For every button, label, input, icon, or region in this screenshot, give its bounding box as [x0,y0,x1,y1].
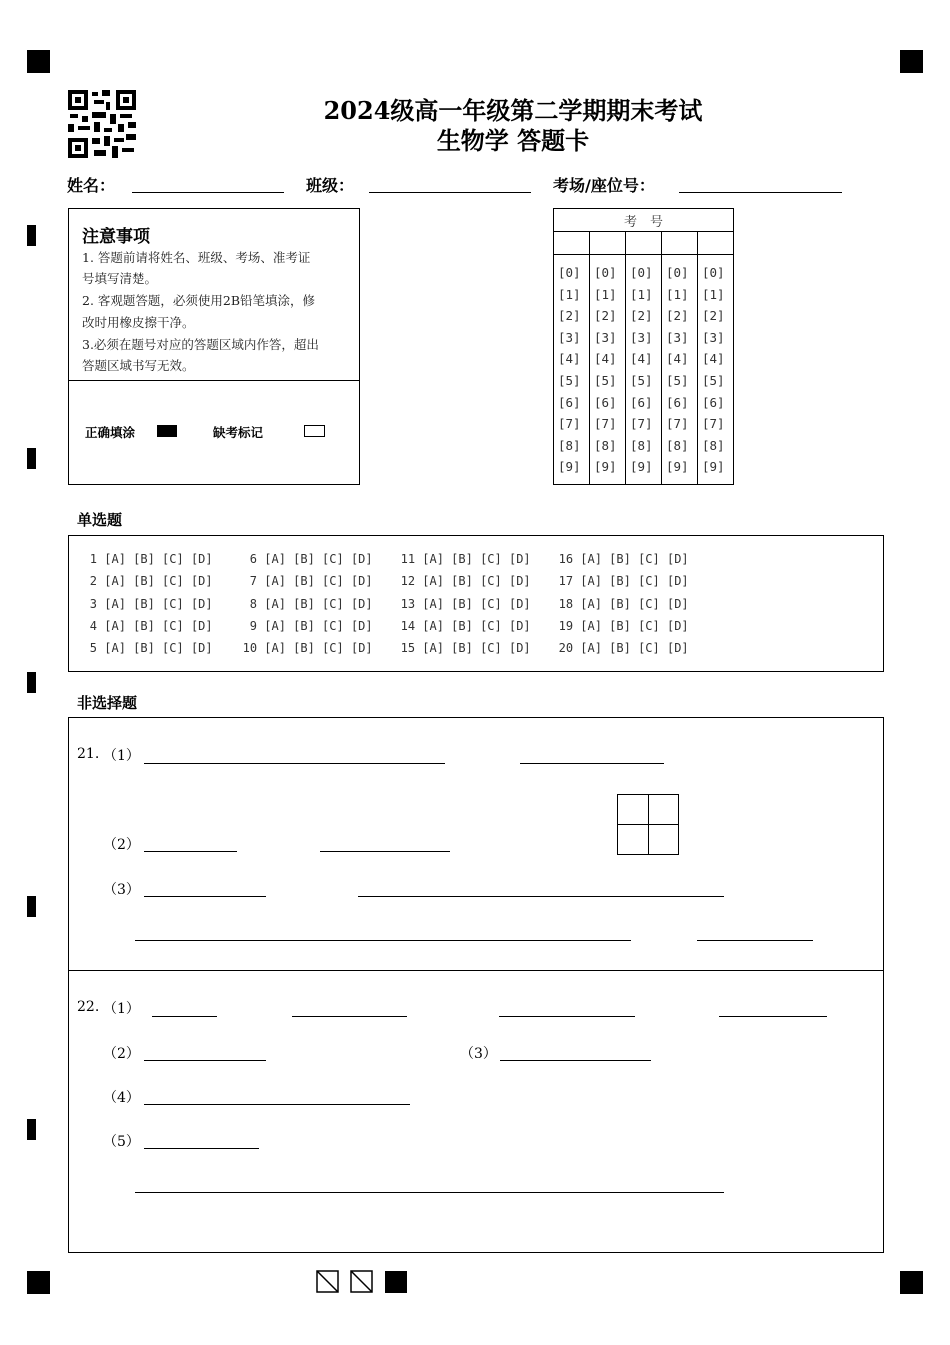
choice-question[interactable]: 8 [A] [B] [C] [D] [249,596,373,611]
choice-question[interactable]: 15 [A] [B] [C] [D] [400,641,531,656]
exam-digit-bubble[interactable]: [9] [594,459,617,475]
side-mark [27,896,36,917]
q21-p3-answer-b[interactable] [358,896,724,897]
q22-p1-answer-a[interactable] [152,1016,217,1017]
bottom-page-marks [316,1270,410,1294]
choice-question[interactable]: 16 [A] [B] [C] [D] [558,552,689,566]
exam-digit-bubble[interactable]: [1] [594,286,617,302]
grid-line [661,231,662,484]
q21-part3-label: （3） [103,882,140,898]
exam-digit-bubble[interactable]: [5] [558,373,581,388]
q21-p3-answer-a[interactable] [144,896,266,897]
exam-digit-bubble[interactable]: [4] [630,351,653,367]
grid-line [553,231,733,232]
q22-p2-answer[interactable] [144,1060,266,1061]
class-field[interactable] [369,192,531,193]
q21-p1-answer-b[interactable] [520,763,664,764]
choice-question[interactable]: 20 [A] [B] [C] [D] [558,641,689,656]
choice-question[interactable]: 19 [A] [B] [C] [D] [558,618,689,633]
exam-digit-bubble[interactable]: [8] [594,437,617,453]
notice-line: 改时用橡皮擦干净。 [82,315,195,330]
notice-line: 3.必须在题号对应的答题区域内作答，超出 [82,337,319,352]
exam-digit-bubble[interactable]: [0] [630,265,653,280]
non-choice-section-label: 非选择题 [77,694,138,712]
q21-number: 21. [77,746,100,762]
question-divider [68,970,883,971]
page-title: 2024级高一年级第二学期期末考试 [323,96,703,125]
choice-question[interactable]: 7 [A] [B] [C] [D] [249,574,373,589]
choice-question[interactable]: 14 [A] [B] [C] [D] [400,618,531,633]
q21-part2-label: （2） [103,837,140,853]
choice-question[interactable]: 18 [A] [B] [C] [D] [558,596,689,611]
q22-part2-label: （2） [103,1046,140,1062]
q21-p1-answer-a[interactable] [144,763,445,764]
exam-digit-bubble[interactable]: [3] [558,329,581,345]
corner-mark-bottom-right [900,1271,923,1294]
absent-mark-label: 缺考标记 [213,425,264,440]
exam-number-header: 考 号 [623,215,663,230]
q22-p1-answer-c[interactable] [499,1016,635,1017]
non-choice-box [68,717,884,1253]
notice-divider [68,380,359,381]
q22-part3-label: （3） [460,1046,497,1062]
exam-digit-bubble[interactable]: [1] [666,286,689,302]
choice-question[interactable]: 12 [A] [B] [C] [D] [400,574,531,589]
exam-digit-bubble[interactable]: [4] [702,351,725,367]
choice-question[interactable]: 1 [A] [B] [C] [D] [89,552,213,566]
exam-digit-bubble[interactable]: [3] [702,329,725,345]
correct-fill-label: 正确填涂 [85,425,136,440]
q22-part5-label: （5） [103,1134,140,1150]
notice-line: 1. 答题前请将姓名、班级、考场、准考证 [82,250,311,265]
q22-part4-label: （4） [103,1090,140,1106]
seat-label: 考场/座位号： [553,176,655,195]
exam-digit-bubble[interactable]: [9] [630,459,653,475]
exam-digit-bubble[interactable]: [3] [630,329,653,345]
punnett-divider [617,824,679,825]
q22-number: 22. [77,999,100,1015]
correct-fill-sample [157,425,177,437]
exam-digit-bubble[interactable]: [2] [666,308,689,324]
corner-mark-top-left [27,50,50,73]
q21-p2-answer-a[interactable] [144,851,237,852]
exam-digit-bubble[interactable]: [8] [666,437,689,453]
exam-digit-bubble[interactable]: [9] [702,459,725,475]
exam-digit-bubble[interactable]: [5] [594,373,617,388]
exam-digit-bubble[interactable]: [4] [558,351,581,367]
exam-digit-bubble[interactable]: [7] [594,416,617,432]
notice-title: 注意事项 [82,227,150,247]
q22-p3-answer[interactable] [500,1060,651,1061]
side-mark [27,1119,36,1140]
exam-digit-bubble[interactable]: [2] [594,308,617,324]
seat-field[interactable] [679,192,842,193]
exam-digit-bubble[interactable]: [1] [630,286,653,302]
q21-p3-answer-d[interactable] [697,940,813,941]
exam-digit-bubble[interactable]: [0] [594,265,617,280]
exam-digit-bubble[interactable]: [6] [630,394,653,410]
exam-digit-bubble[interactable]: [2] [630,308,653,324]
q22-part1-label: （1） [103,1001,140,1017]
name-label: 姓名： [67,176,116,195]
q22-p5-answer-a[interactable] [144,1148,259,1149]
class-label: 班级： [306,176,355,195]
exam-digit-bubble[interactable]: [1] [558,286,581,302]
exam-digit-bubble[interactable]: [8] [702,437,725,453]
exam-digit-bubble[interactable]: [2] [558,308,581,324]
side-mark [27,672,36,693]
grid-line [625,231,626,484]
exam-digit-bubble[interactable]: [9] [666,459,689,475]
name-field[interactable] [132,192,284,193]
absent-mark-box[interactable] [304,425,325,437]
exam-digit-bubble[interactable]: [8] [630,437,653,453]
notice-line: 2. 客观题答题，必须使用2B铅笔填涂，修 [82,293,316,308]
exam-digit-bubble[interactable]: [2] [702,308,725,324]
q22-p1-answer-d[interactable] [719,1016,827,1017]
q21-p3-answer-c[interactable] [135,940,631,941]
choice-question[interactable]: 17 [A] [B] [C] [D] [558,574,689,589]
exam-digit-bubble[interactable]: [5] [666,373,689,388]
choice-question[interactable]: 13 [A] [B] [C] [D] [400,596,531,611]
exam-digit-bubble[interactable]: [4] [594,351,617,367]
exam-digit-bubble[interactable]: [0] [702,265,725,280]
exam-digit-bubble[interactable]: [6] [666,394,689,410]
exam-digit-bubble[interactable]: [5] [630,373,653,388]
choice-question[interactable]: 5 [A] [B] [C] [D] [89,641,213,656]
q21-p2-answer-b[interactable] [320,851,450,852]
exam-digit-bubble[interactable]: [7] [630,416,653,432]
exam-digit-bubble[interactable]: [5] [702,373,725,388]
choice-question[interactable]: 4 [A] [B] [C] [D] [89,618,213,633]
grid-line [697,231,698,484]
exam-digit-bubble[interactable]: [7] [558,416,581,432]
exam-digit-bubble[interactable]: [7] [666,416,689,432]
choice-question[interactable]: 6 [A] [B] [C] [D] [249,552,373,566]
choice-question[interactable]: 11 [A] [B] [C] [D] [400,552,531,566]
exam-digit-bubble[interactable]: [3] [594,329,617,345]
corner-mark-bottom-left [27,1271,50,1294]
exam-digit-bubble[interactable]: [9] [558,459,581,475]
choice-question[interactable]: 9 [A] [B] [C] [D] [249,618,373,633]
exam-digit-bubble[interactable]: [4] [666,351,689,367]
q22-p4-answer[interactable] [144,1104,410,1105]
grid-line [553,254,733,255]
choice-question[interactable]: 2 [A] [B] [C] [D] [89,574,213,589]
exam-digit-bubble[interactable]: [1] [702,286,725,302]
single-choice-section-label: 单选题 [77,511,123,529]
exam-digit-bubble[interactable]: [8] [558,437,581,453]
q22-p5-answer-b[interactable] [135,1192,724,1193]
exam-digit-bubble[interactable]: [6] [702,394,725,410]
choice-question[interactable]: 10 [A] [B] [C] [D] [242,641,373,656]
notice-line: 号填写清楚。 [82,271,158,286]
page-subtitle: 生物学 答题卡 [436,126,590,155]
side-mark [27,225,36,246]
exam-digit-bubble[interactable]: [7] [702,416,725,432]
corner-mark-top-right [900,50,923,73]
exam-digit-bubble[interactable]: [6] [558,394,581,410]
grid-line [589,231,590,484]
exam-digit-bubble[interactable]: [0] [558,265,581,280]
q22-p1-answer-b[interactable] [292,1016,407,1017]
side-mark [27,448,36,469]
q21-part1-label: （1） [103,748,140,764]
exam-digit-bubble[interactable]: [3] [666,329,689,345]
exam-digit-bubble[interactable]: [6] [594,394,617,410]
exam-digit-bubble[interactable]: [0] [666,265,689,280]
choice-question[interactable]: 3 [A] [B] [C] [D] [89,596,213,611]
notice-line: 答题区域书写无效。 [82,358,195,373]
